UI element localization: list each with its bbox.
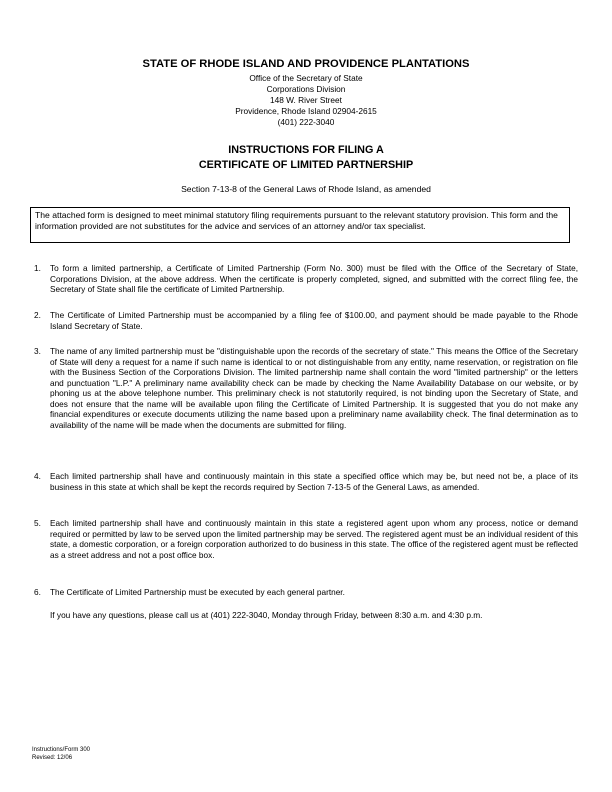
disclaimer-notice-box: The attached form is designed to meet minimal statutory filing requirements pursuant to the relevant statutory provision. This form and the information provided are not substitutes for the advice and services of an attorney and/or tax specialist. xyxy=(30,207,570,243)
item-number: 5. xyxy=(34,519,41,528)
item-text: The Certificate of Limited Partnership must be accompanied by a filing fee of $100.00, and payment should be made payable to the Rhode Island Secretary of State. xyxy=(50,311,578,331)
contact-info: If you have any questions, please call us at (401) 222-3040, Monday through Friday, between 8:30 a.m. and 4:30 p.m. xyxy=(50,610,483,620)
item-text: To form a limited partnership, a Certificate of Limited Partnership (Form No. 300) must be filed with the Office of the Secretary of State, Corporations Division, at the above address. When the certificate is properly completed, signed, and submitted with the correct filing fee, the Secretary of State shall file the certificate of Limited Partnership. xyxy=(50,264,578,294)
revision-date: Revised: 12/06 xyxy=(32,755,73,761)
office-name: Office of the Secretary of State xyxy=(249,73,363,83)
instructions-heading-line1: INSTRUCTIONS FOR FILING A xyxy=(228,144,384,156)
section-reference: Section 7-13-8 of the General Laws of Rhode Island, as amended xyxy=(181,184,431,194)
city-state-zip: Providence, Rhode Island 02904-2615 xyxy=(235,106,377,116)
document-title: STATE OF RHODE ISLAND AND PROVIDENCE PLANTATIONS xyxy=(142,58,470,70)
item-number: 2. xyxy=(34,311,41,320)
phone-number: (401) 222-3040 xyxy=(277,117,335,127)
form-footer xyxy=(32,746,90,762)
office-address-block xyxy=(0,73,612,128)
item-text: Each limited partnership shall have and continuously maintain in this state a specified office which may be, but need not be, a place of its business in this state at which shall be kept the records required by Section 7-13-5 of the General Laws, as amended. xyxy=(50,472,578,492)
item-number: 1. xyxy=(34,264,41,273)
street-address: 148 W. River Street xyxy=(270,95,342,105)
item-text: The Certificate of Limited Partnership must be executed by each general partner. xyxy=(50,588,345,597)
item-number: 4. xyxy=(34,472,41,481)
form-id: Instructions/Form 300 xyxy=(32,747,91,753)
item-number: 6. xyxy=(34,588,41,597)
division-name: Corporations Division xyxy=(266,84,346,94)
item-text: The name of any limited partnership must be "distinguishable upon the records of the secretary of state." This means the Office of the Secretary of State will deny a request for a name if such name is identical to or not distinguishable from any entity, name reservation, or registration on file with the Business Section of the Corporations Division. The limited partnership name shall contain the word "limited partnership" or the letters and punctuation "L.P." A preliminary name availability check can be made by checking the Name Availability Database on our website, or by phoning us at the above telephone number. This preliminary check is not statutorily required, is not binding upon the Secretary of State, and does not ensure that the name will be available upon filing the Certificate of Limited Partnership. It is suggested that you do not make any financial expenditures or execute documents utilizing the name based upon a preliminary name availability check. The final determination as to availability of the name will be made when the documents are submitted for filing. xyxy=(50,347,578,430)
item-number: 3. xyxy=(34,347,41,356)
instructions-heading xyxy=(0,143,612,172)
instructions-heading-line2: CERTIFICATE OF LIMITED PARTNERSHIP xyxy=(198,158,414,171)
item-text: Each limited partnership shall have and continuously maintain in this state a registered agent upon whom any process, notice or demand required or permitted by law to be served upon the limited partnership may be served. The registered agent must be an individual resident of this state, a domestic corporation, or a foreign corporation authorized to do business in this state. The office of the registered agent must be reflected as a street address and not a post office box. xyxy=(50,519,578,560)
